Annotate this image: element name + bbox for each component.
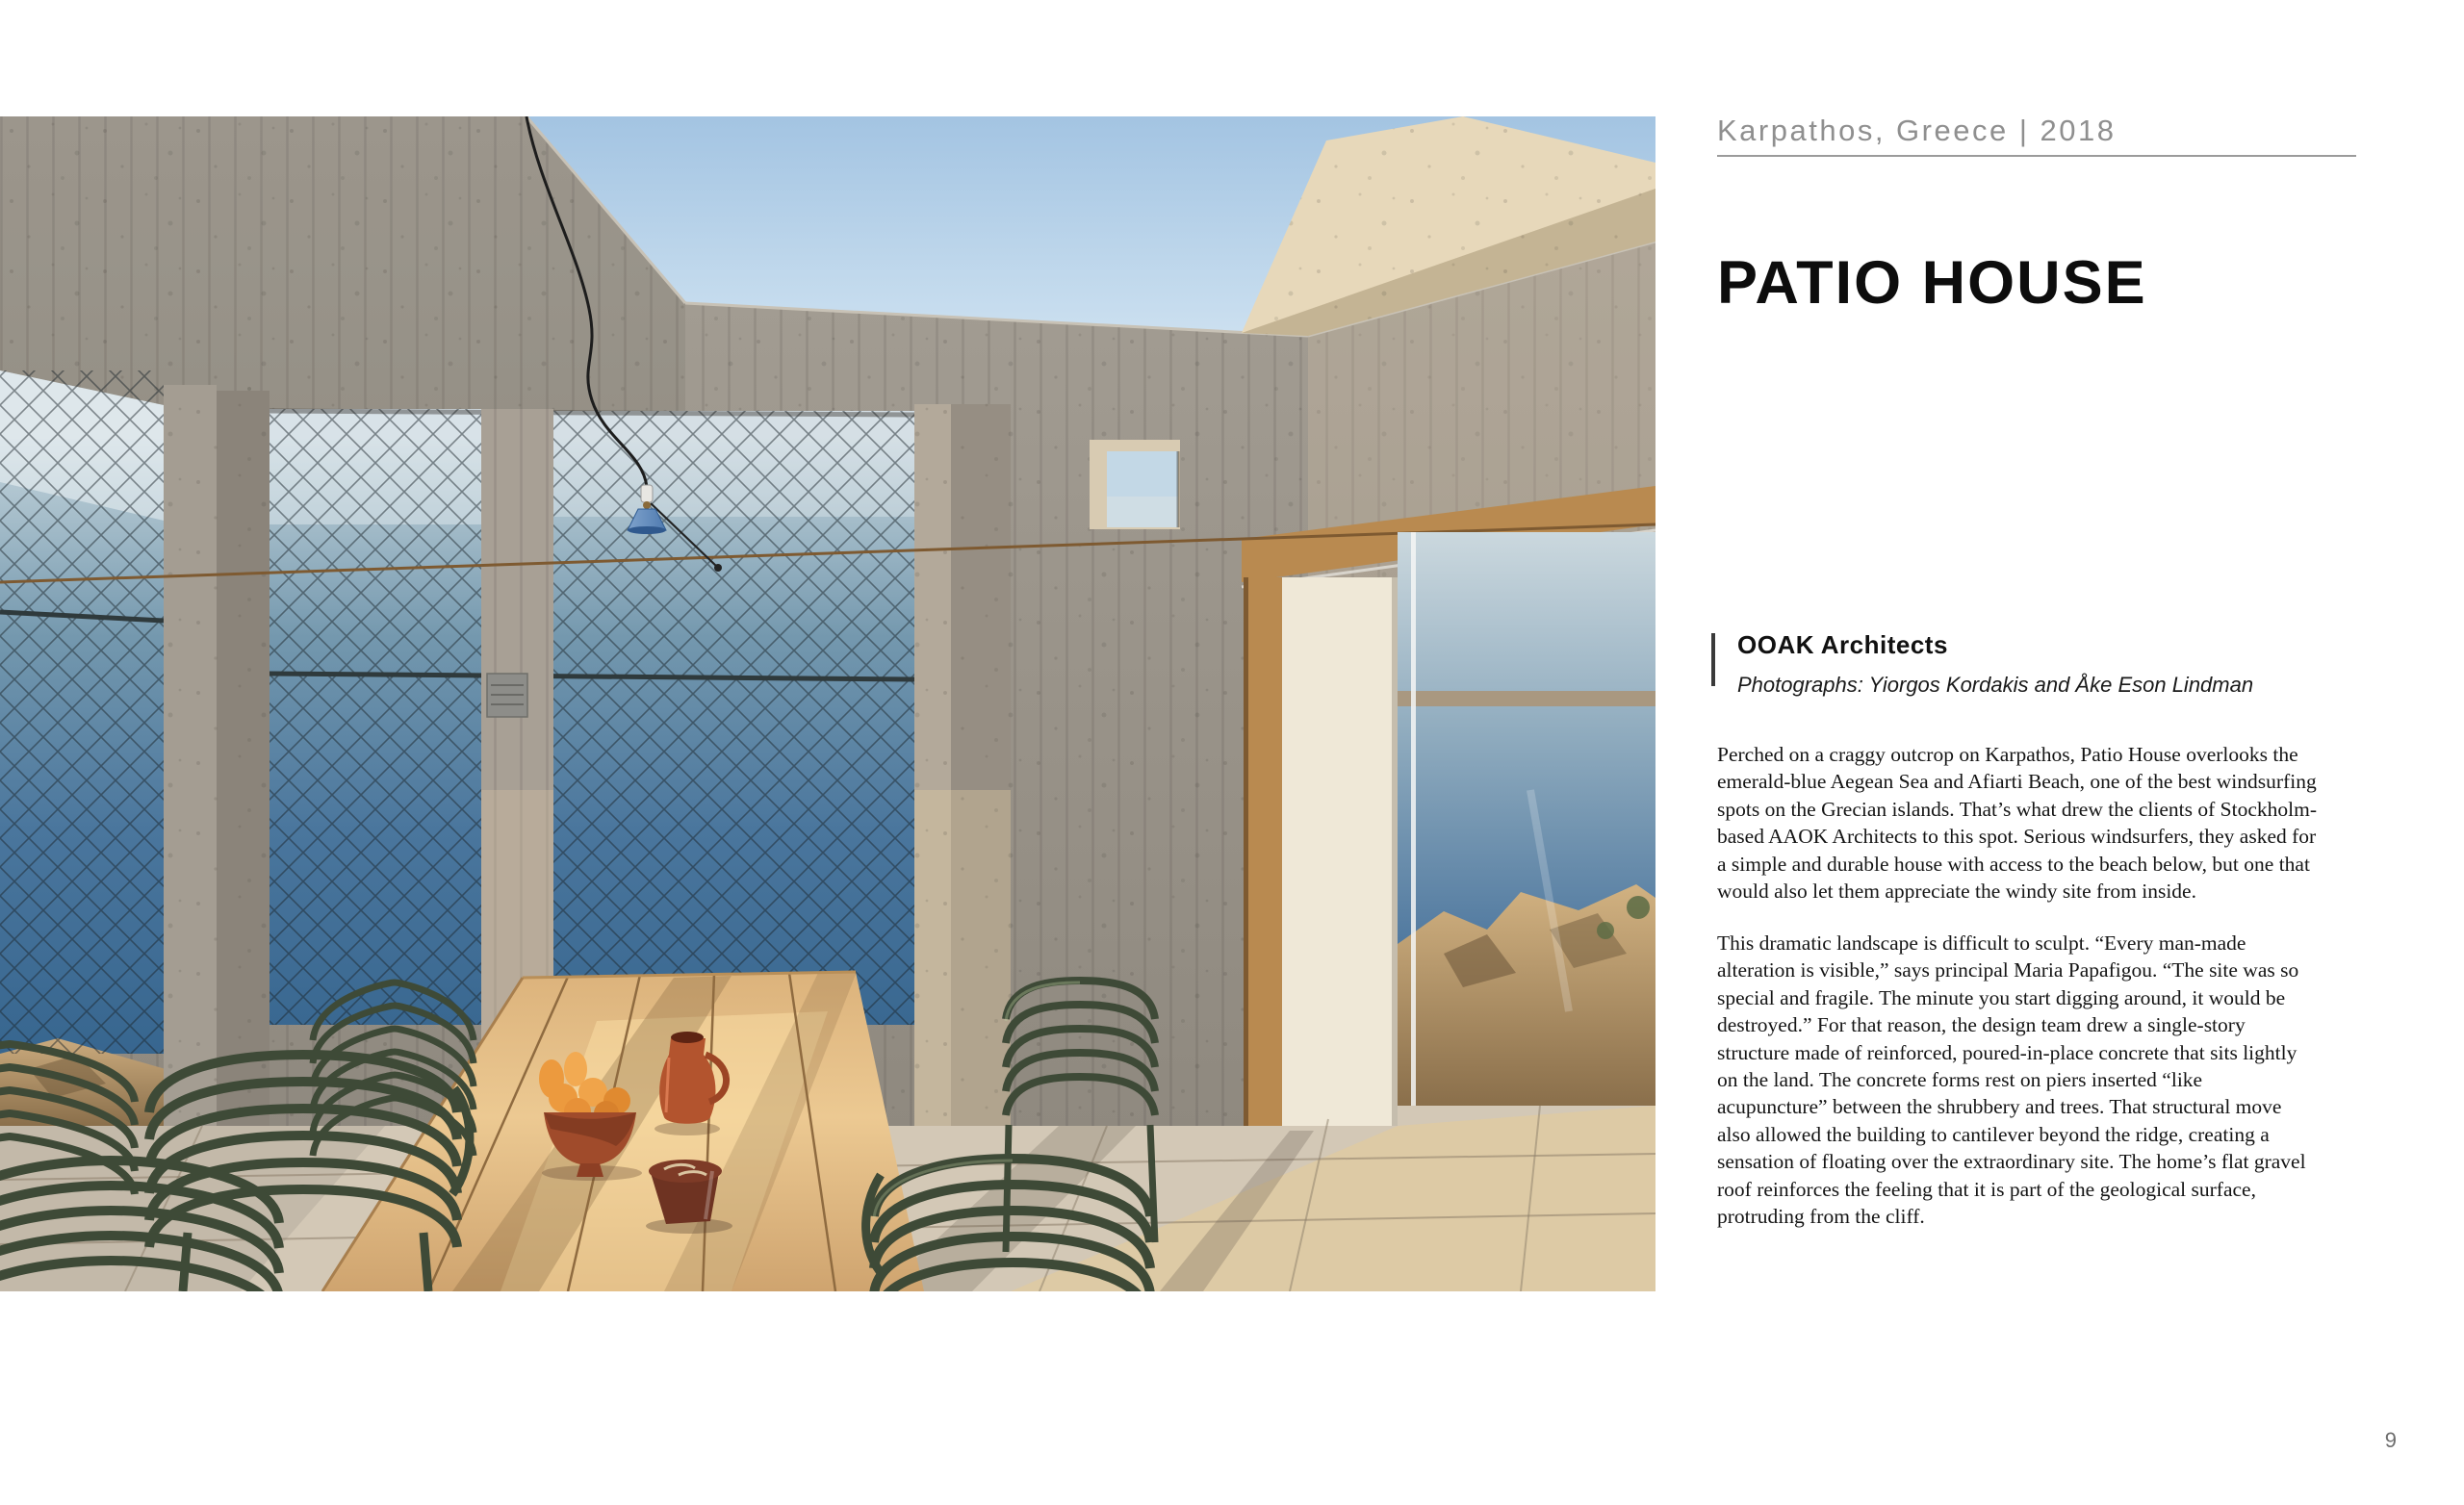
text-line: alteration is visible,” says principal Maria Papafigou. “The site was so	[1717, 958, 2299, 982]
architect-name: OOAK Architects	[1737, 630, 1948, 659]
concrete-corner-column	[914, 404, 1011, 1184]
accent-bar	[1711, 633, 1715, 686]
text-line: also allowed the building to cantilever beyond the ridge, creating a	[1717, 1122, 2270, 1146]
header-rule	[1717, 155, 2356, 157]
glass-door-edge	[1411, 532, 1416, 1106]
text-line: structure made of reinforced, poured-in-place concrete that sits lightly	[1717, 1040, 2297, 1064]
text-line: protruding from the cliff.	[1717, 1205, 1925, 1229]
text-line: spots on the Grecian islands. That’s what drew the clients of Stockholm-	[1717, 797, 2317, 821]
text-line: destroyed.” For that reason, the design team drew a single-story	[1717, 1013, 2246, 1037]
location-header: Karpathos, Greece | 2018	[1717, 114, 2117, 147]
text-line: roof reinforces the feeling that it is part of the geological surface,	[1717, 1177, 2256, 1201]
text-line: a simple and durable house with access to the beach below, but one that	[1717, 852, 2310, 876]
cliff-rocks-right	[1398, 884, 1656, 1106]
utility-box	[487, 674, 527, 717]
text-line: special and fragile. The minute you start digging around, it would be	[1717, 985, 2286, 1009]
page-title: PATIO HOUSE	[1717, 249, 2147, 317]
opening-center-right	[553, 411, 914, 1025]
lamp-socket	[641, 485, 653, 502]
text-line: sensation of floating over the extraordinary site. The home’s flat gravel	[1717, 1150, 2306, 1174]
small-square-window	[1090, 440, 1180, 529]
opening-center-left	[270, 409, 481, 1025]
text-line: based AAOK Architects to this spot. Serious windsurfers, they asked for	[1717, 825, 2317, 849]
interior-wall	[1282, 577, 1398, 1131]
text-line: emerald-blue Aegean Sea and Afiarti Beach, one of the best windsurfing	[1717, 770, 2317, 794]
concrete-pier-left	[164, 385, 270, 1126]
text-line: acupuncture” between the shrubbery and trees. That structural move	[1717, 1095, 2282, 1119]
distant-cape	[1398, 691, 1656, 706]
text-line: This dramatic landscape is difficult to sculpt. “Every man-made	[1717, 931, 2246, 955]
page-number: 9	[2384, 1428, 2397, 1452]
wood-jamb	[1244, 577, 1282, 1126]
photographer-credit: Photographs: Yiorgos Kordakis and Åke Eson Lindman	[1737, 673, 2254, 697]
paragraph-1	[1717, 741, 2317, 905]
paragraph-2	[1717, 930, 2306, 1230]
door-view	[1398, 532, 1656, 1106]
railing-mesh	[0, 370, 164, 1054]
patio-house-photo	[0, 116, 1656, 1291]
text-line: on the land. The concrete forms rest on piers inserted “like	[1717, 1068, 2203, 1092]
text-line: would also let them appreciate the windy site from inside.	[1717, 880, 2196, 904]
text-line: Perched on a craggy outcrop on Karpathos, Patio House overlooks the	[1717, 743, 2298, 766]
